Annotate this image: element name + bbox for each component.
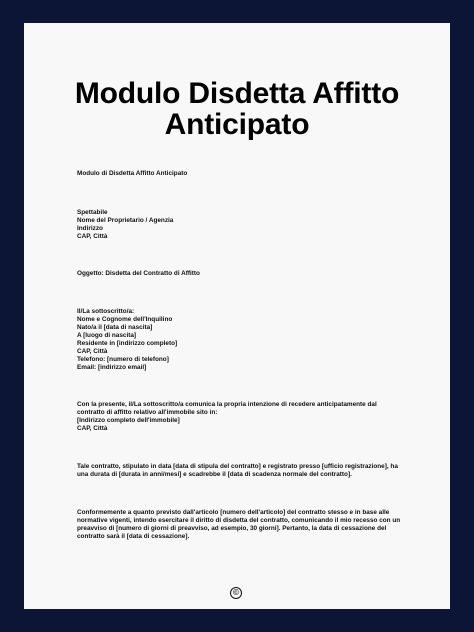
recipient-line: Spettabile [77, 209, 108, 216]
sender-line: A [luogo di nascita] [77, 332, 137, 339]
title-line: Modulo Disdetta Affitto [74, 77, 400, 110]
paragraph-line: contratto di affitto relativo all'immobile sito in: [77, 409, 218, 416]
document-title [24, 78, 450, 140]
document-page [24, 23, 450, 609]
sender-line: Telefono: [numero di telefono] [77, 356, 169, 363]
paragraph-line: CAP, Città [77, 425, 108, 432]
recipient-line: Nome del Proprietario / Agenzia [77, 217, 174, 224]
sender-line: Residente in [indirizzo completo] [77, 340, 178, 347]
copyright-icon: © [230, 587, 242, 599]
sender-line: Il/La sottoscritto/a: [77, 308, 135, 315]
document-subtitle [77, 170, 417, 178]
paragraph-line: una durata di [durata in anni/mesi] e scadrebbe il [data di scadenza normale del contratto]. [77, 471, 352, 478]
paragraph-notice [77, 509, 417, 541]
subtitle-text: Modulo di Disdetta Affitto Anticipato [77, 170, 188, 177]
paragraph-line: contratto sarà il [data di cessazione]. [77, 533, 190, 540]
sender-block [77, 308, 417, 372]
paragraph-line: normative vigenti, intendo esercitare il diritto di disdetta del contratto, comunicando il mio recesso con un [77, 517, 401, 524]
paragraph-line: [Indirizzo completo dell'immobile] [77, 417, 180, 424]
paragraph-contract [77, 463, 417, 479]
title-line: Anticipato [164, 108, 310, 141]
sender-line: Email: [indirizzo email] [77, 364, 147, 371]
recipient-block [77, 209, 417, 241]
sender-line: Nome e Cognome dell'Inquilino [77, 316, 173, 323]
paragraph-line: Tale contratto, stipulato in data [data di stipula del contratto] e registrato presso [ufficio registrazione], ha [77, 463, 398, 470]
subject-text: Oggetto: Disdetta del Contratto di Affitto [77, 270, 200, 277]
sender-line: Nato/a il [data di nascita] [77, 324, 153, 331]
paragraph-line: Conformemente a quanto previsto dall'articolo [numero dell'articolo] del contratto stesso e in base alle [77, 509, 390, 516]
recipient-line: CAP, Città [77, 233, 108, 240]
paragraph-recess [77, 401, 417, 433]
paragraph-line: preavviso di [numero di giorni di preavviso, ad esempio, 30 giorni]. Pertanto, la data di cessazione del [77, 525, 387, 532]
sender-line: CAP, Città [77, 348, 108, 355]
subject-line [77, 270, 417, 278]
recipient-line: Indirizzo [77, 225, 103, 232]
paragraph-line: Con la presente, il/La sottoscritto/a comunica la propria intenzione di recedere anticipatamente dal [77, 401, 377, 408]
